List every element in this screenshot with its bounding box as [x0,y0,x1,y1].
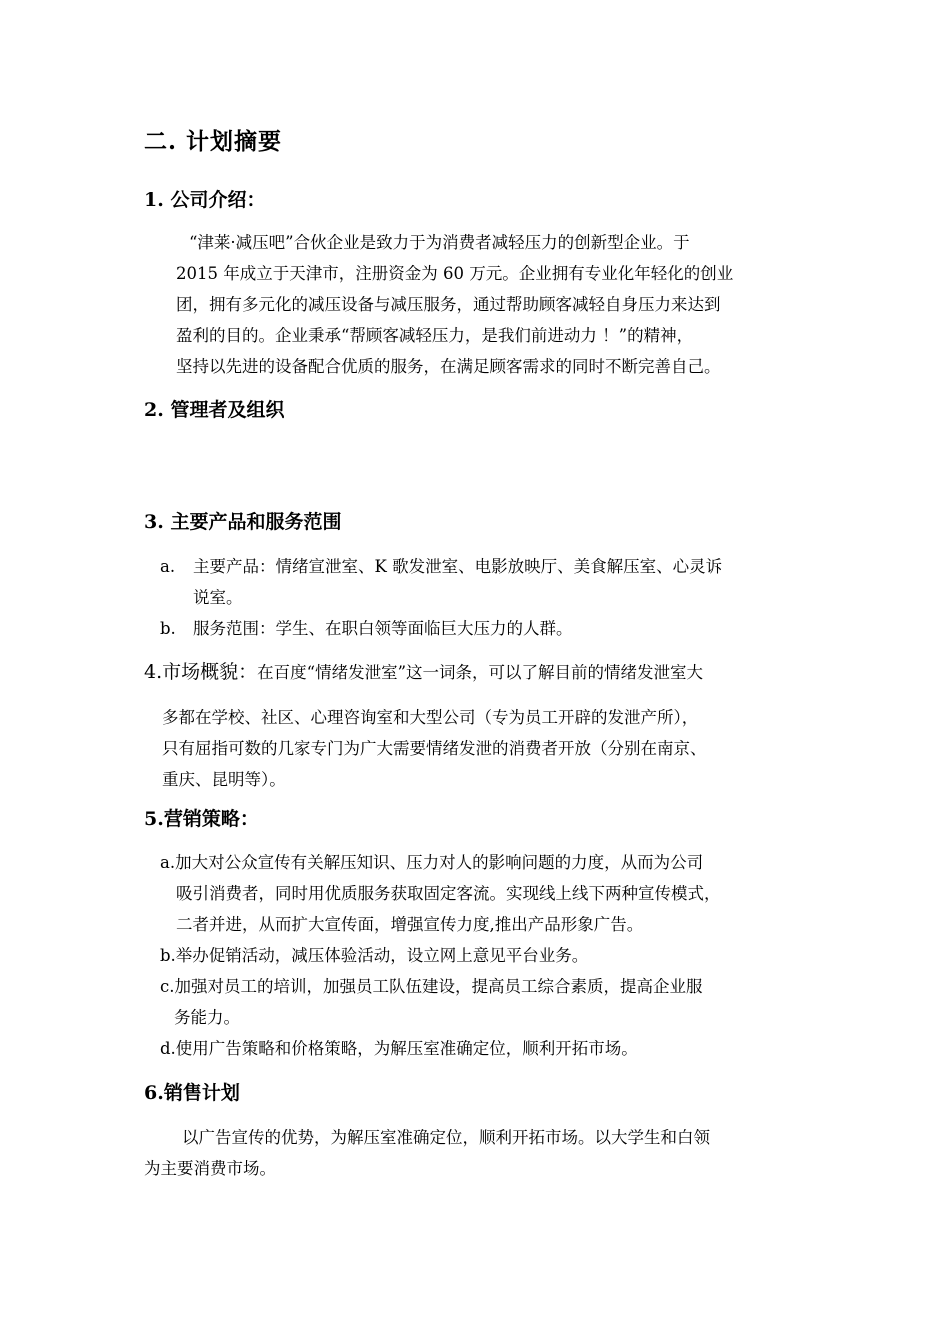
strategy-item-a [160,847,721,940]
list-item-text: c.加强对员工的培训，加强员工队伍建设，提高员工综合素质，提高企业服 [160,977,703,996]
paragraph-line: 在百度“情绪发泄室”这一词条，可以了解目前的情绪发泄室大 [257,663,704,682]
list-item-text: 吸引消费者，同时用优质服务获取固定客流。实现线上线下两种宣传模式， [176,884,721,903]
list-marker: b. [160,619,176,638]
paragraph-line: 重庆、昆明等）。 [162,770,286,789]
paragraph-line: 坚持以先进的设备配合优质的服务，在满足顾客需求的同时不断完善自己。 [176,357,721,376]
market-overview-heading-line [144,658,703,687]
paragraph-line: 只有屈指可数的几家专门为广大需要情绪发泄的消费者开放（分别在南京、 [162,739,707,758]
sales-plan-paragraph [144,1122,710,1184]
paragraph-line: 盈利的目的。企业秉承“帮顾客减轻压力，是我们前进动力 ！”的精神， [176,326,694,345]
list-item-text: 主要产品：情绪宣泄室、K 歌发泄室、电影放映厅、美食解压室、心灵诉 [193,557,723,576]
list-item-text: b.举办促销活动，减压体验活动，设立网上意见平台业务。 [160,946,589,965]
products-item-b [160,613,573,644]
list-item-text: 二者并进，从而扩大宣传面，增强宣传力度,推出产品形象广告。 [176,915,644,934]
company-intro-paragraph [176,227,733,382]
products-item-a [160,551,722,613]
paragraph-line: 2015 年成立于天津市，注册资金为 60 万元。企业拥有专业化年轻化的创业 [176,264,734,283]
sales-plan-heading: 6.销售计划 [144,1082,240,1104]
paragraph-line: 以广告宣传的优势，为解压室准确定位，顺利开拓市场。以大学生和白领 [182,1128,710,1147]
list-item-text: 服务范围：学生、在职白领等面临巨大压力的人群。 [193,619,573,638]
paragraph-line: “津莱·减压吧”合伙企业是致力于为消费者减轻压力的创新型企业。于 [189,233,690,252]
management-heading: 2. 管理者及组织 [144,399,285,421]
strategy-item-d [160,1033,638,1064]
company-intro-heading: 1. 公司介绍： [144,189,266,211]
paragraph-line: 多都在学校、社区、心理咨询室和大型公司（专为员工开辟的发泄产所）， [162,708,699,727]
list-marker: a. [160,557,176,576]
section-title: 二. 计划摘要 [144,128,283,155]
list-item-text: 务能力。 [174,1008,240,1027]
strategy-item-c [160,971,703,1033]
market-overview-paragraph [162,702,707,795]
paragraph-line: 为主要消费市场。 [144,1159,276,1178]
list-item-text: d.使用广告策略和价格策略，为解压室准确定位，顺利开拓市场。 [160,1039,638,1058]
list-item-text: a.加大对公众宣传有关解压知识、压力对人的影响问题的力度，从而为公司 [160,853,704,872]
marketing-strategy-heading: 5.营销策略： [144,808,259,830]
strategy-item-b [160,940,588,971]
paragraph-line: 团，拥有多元化的减压设备与减压服务，通过帮助顾客减轻自身压力来达到 [176,295,721,314]
products-heading: 3. 主要产品和服务范围 [144,511,342,533]
list-item-text: 说室。 [193,588,243,607]
market-overview-heading: 4.市场概貌： [144,661,258,683]
